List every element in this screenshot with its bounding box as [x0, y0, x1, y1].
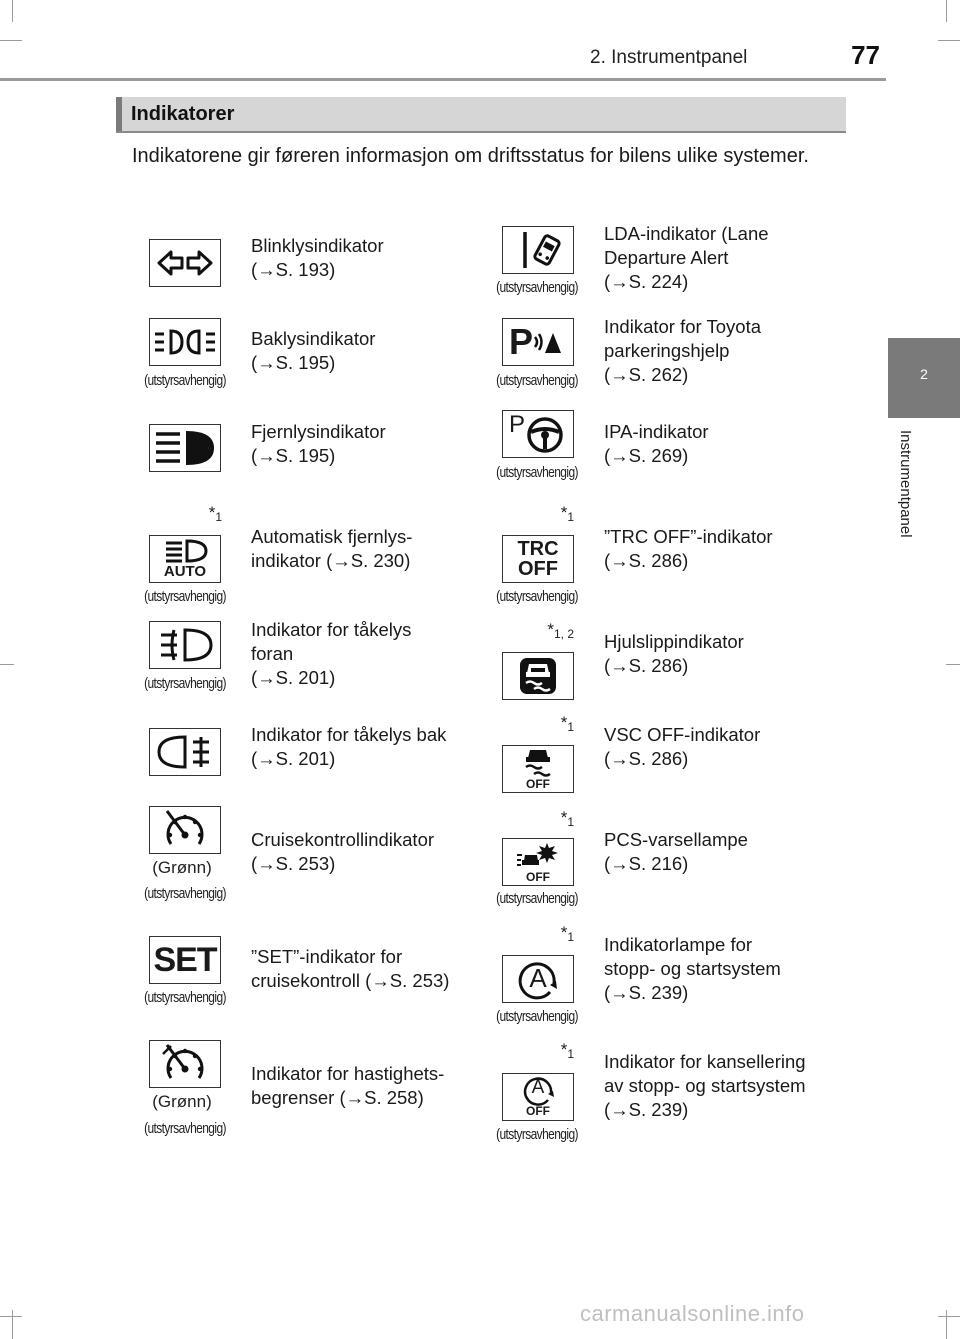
equipment-note: (utstyrsavhengig)	[144, 371, 226, 389]
off-label: OFF	[526, 777, 550, 791]
crop-mark	[0, 664, 14, 665]
equipment-note: (utstyrsavhengig)	[496, 587, 578, 605]
lane-departure-icon	[502, 226, 574, 274]
section-title: Indikatorer	[131, 103, 235, 125]
indicator-description: Indikator for hastighets- begrenser (→S. 258)	[251, 1063, 445, 1108]
intro-paragraph: Indikatorene gir føreren informasjon om driftsstatus for bilens ulike systemer.	[132, 145, 809, 167]
indicator-description: ”TRC OFF”-indikator (→S. 286)	[604, 526, 773, 571]
crop-mark	[12, 1310, 13, 1339]
footnote-marker: $*_1$	[560, 923, 574, 944]
crop-mark	[0, 1316, 22, 1317]
ipa-steering-icon	[502, 410, 574, 458]
header-rule	[0, 78, 886, 81]
parking-assist-icon	[502, 318, 574, 366]
indicator-description: Hjulslippindikator (→S. 286)	[604, 631, 744, 676]
indicator-description: Fjernlysindikator (→S. 195)	[251, 421, 386, 466]
watermark: carmanualsonline.info	[580, 1301, 805, 1326]
footnote-marker: $*_1$	[560, 503, 574, 524]
pcs-warning-icon	[502, 838, 574, 886]
indicator-description: Indikator for kansellering av stopp- og startsystem (→S. 239)	[604, 1051, 806, 1120]
chapter-side-label-text: Instrumentpanel	[897, 430, 914, 538]
indicator-description: LDA-indikator (Lane Departure Alert (→S. 224)	[604, 223, 769, 292]
front-fog-light-icon	[149, 621, 221, 669]
equipment-note: (utstyrsavhengig)	[496, 1125, 578, 1143]
indicator-description: Indikator for tåkelys foran (→S. 201)	[251, 619, 412, 688]
auto-letter: A	[529, 963, 547, 993]
crop-mark	[938, 40, 960, 41]
footnote-marker: $*_{1, 2}$	[547, 620, 574, 641]
footnote-marker: $*_1$	[560, 713, 574, 734]
ipa-letter: P	[509, 411, 526, 438]
rear-fog-light-icon	[149, 728, 221, 776]
indicator-description: Baklysindikator (→S. 195)	[251, 328, 376, 373]
equipment-note: (utstyrsavhengig)	[496, 1007, 578, 1025]
indicator-description: Indikatorlampe for stopp- og startsystem (→S. 239)	[604, 934, 781, 1003]
footnote-marker: $*_1$	[560, 1040, 574, 1061]
equipment-note: (utstyrsavhengig)	[144, 884, 226, 902]
crop-mark	[946, 664, 960, 665]
set-label: SET	[153, 941, 217, 979]
crop-mark	[946, 1310, 947, 1339]
wheel-slip-icon	[502, 652, 574, 700]
chapter-tab: 2	[888, 338, 960, 418]
indicator-description: VSC OFF-indikator (→S. 286)	[604, 724, 761, 769]
equipment-note: (utstyrsavhengig)	[496, 371, 578, 389]
color-note: (Grønn)	[152, 1092, 212, 1111]
off-label: OFF	[518, 558, 558, 580]
footnote-marker: $*_1$	[208, 503, 222, 524]
trc-label: TRC	[517, 538, 559, 560]
auto-letter: A	[531, 1077, 545, 1098]
indicator-description: Blinklysindikator (→S. 193)	[251, 235, 384, 280]
cruise-control-icon	[149, 806, 221, 854]
trc-off-icon	[502, 535, 574, 583]
off-label: OFF	[526, 870, 550, 884]
indicator-description: Indikator for tåkelys bak (→S. 201)	[251, 724, 447, 769]
auto-label: AUTO	[163, 563, 207, 580]
page-number: 77	[851, 40, 880, 70]
parking-letter: P	[509, 321, 534, 362]
speed-limiter-icon	[149, 1040, 221, 1088]
chapter-side-label	[884, 430, 924, 590]
equipment-note: (utstyrsavhengig)	[496, 278, 578, 296]
set-indicator-icon	[149, 936, 221, 984]
equipment-note: (utstyrsavhengig)	[496, 463, 578, 481]
equipment-note: (utstyrsavhengig)	[144, 587, 226, 605]
equipment-note: (utstyrsavhengig)	[496, 889, 578, 907]
equipment-note: (utstyrsavhengig)	[144, 674, 226, 692]
turn-signal-arrows-icon	[149, 239, 221, 287]
crop-mark	[0, 40, 22, 41]
off-label: OFF	[526, 1104, 550, 1118]
high-beam-icon	[149, 424, 221, 472]
indicator-description: PCS-varsellampe (→S. 216)	[604, 829, 748, 874]
crop-mark	[12, 0, 13, 22]
auto-high-beam-icon	[149, 535, 221, 583]
stop-start-icon	[502, 955, 574, 1003]
stop-start-cancel-icon	[502, 1073, 574, 1121]
section-heading	[116, 97, 846, 133]
chapter-title: 2. Instrumentpanel	[590, 47, 748, 68]
indicator-description: Cruisekontrollindikator (→S. 253)	[251, 829, 435, 874]
footnote-marker: $*_1$	[560, 808, 574, 829]
crop-mark	[938, 1316, 960, 1317]
indicator-description: Automatisk fjernlys- indikator (→S. 230)	[251, 526, 413, 571]
tail-light-icon	[149, 318, 221, 366]
equipment-note: (utstyrsavhengig)	[144, 988, 226, 1006]
vsc-off-icon	[502, 745, 574, 793]
indicator-description: ”SET”-indikator for cruisekontroll (→S. 253)	[251, 946, 450, 991]
equipment-note: (utstyrsavhengig)	[144, 1119, 226, 1137]
indicator-description: Indikator for Toyota parkeringshjelp (→S. 262)	[604, 316, 761, 385]
color-note: (Grønn)	[152, 858, 212, 877]
indicator-description: IPA-indikator (→S. 269)	[604, 421, 709, 466]
crop-mark	[946, 0, 947, 22]
